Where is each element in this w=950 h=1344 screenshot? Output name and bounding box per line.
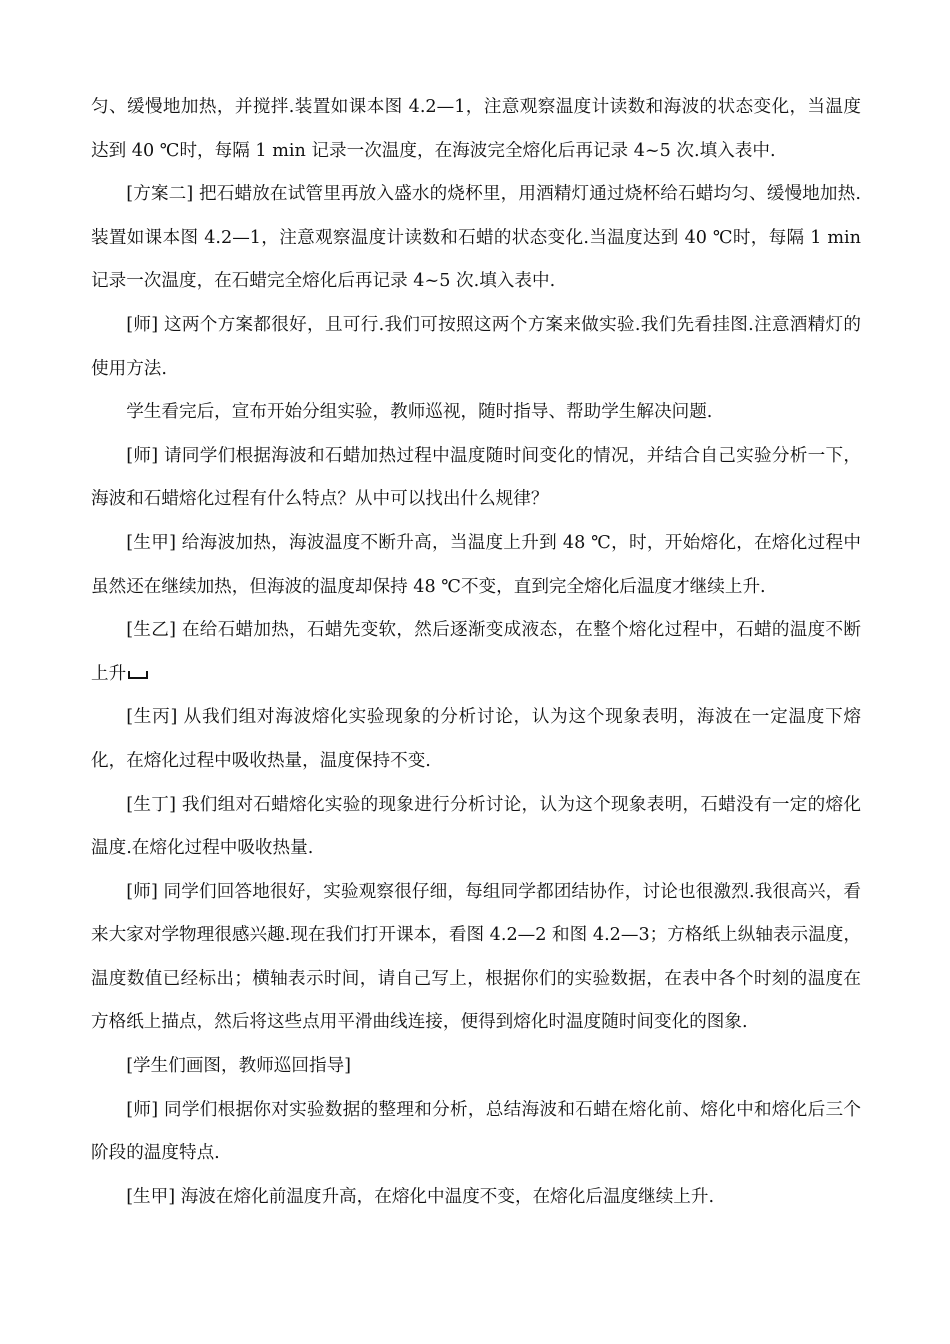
paragraph-students-drawing: [学生们画图，教师巡回指导] [126, 1056, 352, 1077]
paragraph-student-c-answer: [生丙] 从我们组对海波熔化实验现象的分析讨论，认为这个现象表明，海波在一定温度下熔化，在熔化过程中吸收热量，温度保持不变. [91, 707, 861, 771]
document-body [91, 86, 861, 1219]
paragraph-teacher-approval: [师] 这两个方案都很好，且可行.我们可按照这两个方案来做实验.我们先看挂图.注意酒精灯的使用方法. [91, 314, 861, 379]
paragraph-student-b-answer [91, 609, 861, 696]
paragraph-teacher-summary-question: [师] 同学们根据你对实验数据的整理和分析，总结海波和石蜡在熔化前、熔化中和熔化后三个阶段的温度特点. [91, 1099, 861, 1164]
paragraph-students-experiment: 学生看完后，宣布开始分组实验，教师巡视，随时指导、帮助学生解决问题. [126, 402, 713, 423]
paragraph-student-d-answer: [生丁] 我们组对石蜡熔化实验的现象进行分析讨论，认为这个现象表明，石蜡没有一定的熔化温度.在熔化过程中吸收热量. [91, 794, 861, 859]
paragraph-teacher-instructions: [师] 同学们回答地很好，实验观察很仔细，每组同学都团结协作，讨论也很激烈.我很高兴，看来大家对学物理很感兴趣.现在我们打开课本，看图 4.2—2 和图 4.2—3；方格纸上纵轴表示温度，温度数值已经标出；横轴表示时间，请自己写上，根据你们的实验数据，在表中各个时刻的温度在方格纸上描点，然后将这些点用平滑曲线连接，便得到熔化时温度随时间变化的图象. [91, 881, 861, 1033]
paragraph-scheme-two: [方案二] 把石蜡放在试管里再放入盛水的烧杯里，用酒精灯通过烧杯给石蜡均匀、缓慢地加热.装置如课本图 4.2—1，注意观察温度计读数和石蜡的状态变化.当温度达到 40 ℃时，每隔 1 min 记录一次温度，在石蜡完全熔化后再记录 4~5 次.填入表中. [91, 184, 861, 292]
paragraph-student-b-text: [生乙] 在给石蜡加热，石蜡先变软，然后逐渐变成液态，在整个熔化过程中，石蜡的温度不断上升 [91, 620, 861, 684]
text-cursor-mark [128, 671, 148, 679]
paragraph-student-a-summary: [生甲] 海波在熔化前温度升高，在熔化中温度不变，在熔化后温度继续上升. [126, 1186, 715, 1207]
paragraph-scheme-one-continued: 匀、缓慢地加热，并搅拌.装置如课本图 4.2—1，注意观察温度计读数和海波的状态变化，当温度达到 40 ℃时，每隔 1 min 记录一次温度，在海波完全熔化后再记录 4~5 次.填入表中. [91, 97, 861, 161]
paragraph-student-a-answer: [生甲] 给海波加热，海波温度不断升高，当温度上升到 48 ℃，时，开始熔化，在熔化过程中虽然还在继续加热，但海波的温度却保持 48 ℃不变，直到完全熔化后温度才继续上升. [91, 532, 862, 597]
paragraph-teacher-question: [师] 请同学们根据海波和石蜡加热过程中温度随时间变化的情况，并结合自己实验分析一下，海波和石蜡熔化过程有什么特点？从中可以找出什么规律？ [91, 445, 861, 510]
